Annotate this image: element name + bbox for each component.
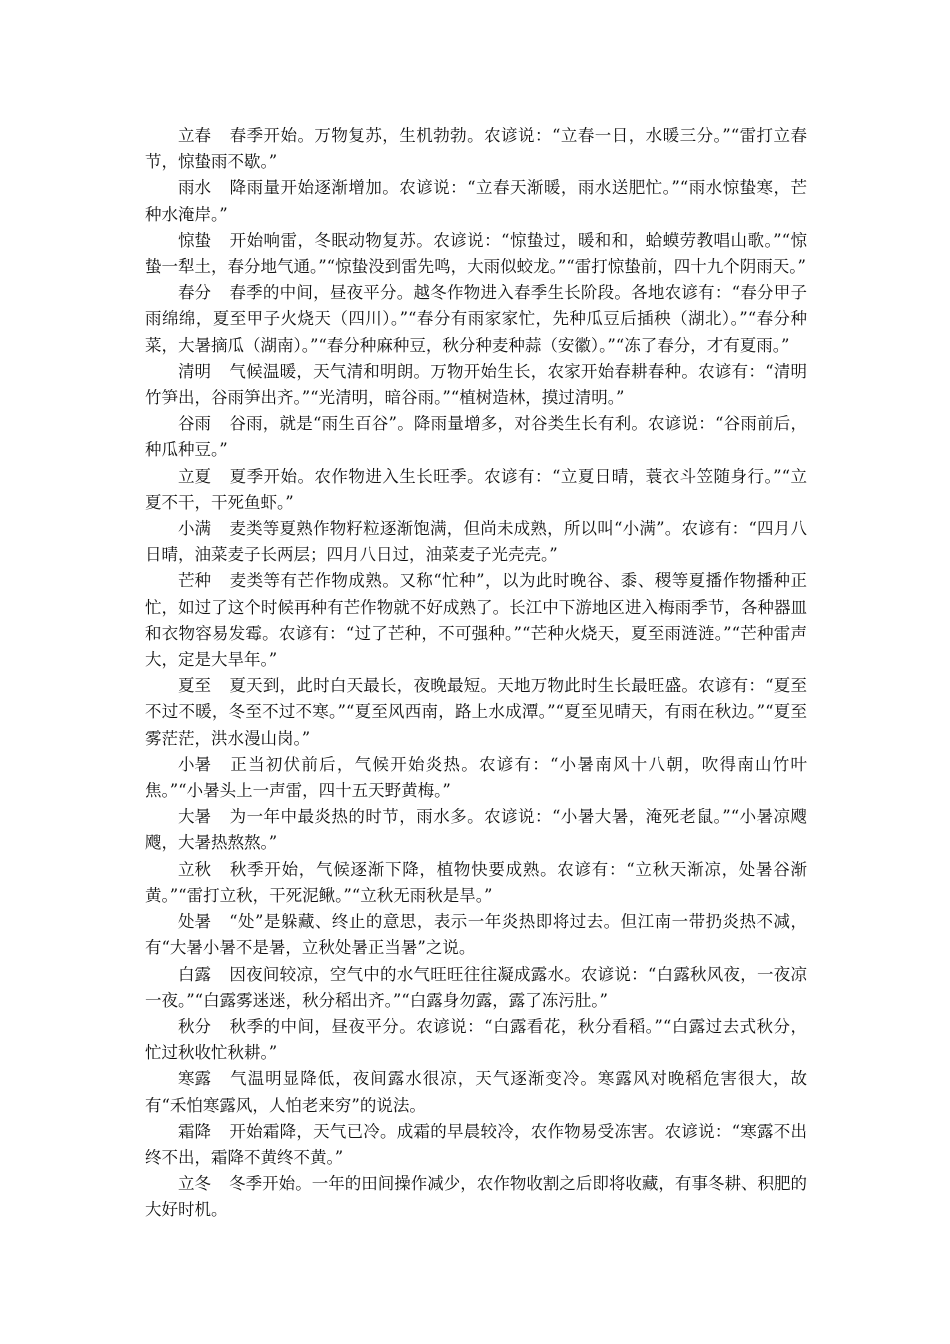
term-description: 麦类等夏熟作物籽粒逐渐饱满，但尚未成熟，所以叫“小满”。农谚有：“四月八日晴，油菜麦子长两层；四月八日过，油菜麦子光壳壳。” [145, 519, 807, 565]
term-description: 秋季的中间，昼夜平分。农谚说：“白露看花，秋分看稻。”“白露过去式秋分，忙过秋收忙秋耕。” [145, 1016, 807, 1063]
term-description: 开始响雷，冬眠动物复苏。农谚说：“惊蛰过，暖和和，蛤蟆劳教唱山歌。”“惊蛰一犁土，春分地气通。”“惊蛰没到雷先鸣，大雨似蛟龙。”“雷打惊蛰前，四十九个阴雨天。” [145, 230, 807, 277]
term-description: 麦类等有芒作物成熟。又称“忙种”，以为此时晚谷、黍、稷等夏播作物播种正忙，如过了这个时候再种有芒作物就不好成熟了。长江中下游地区进入梅雨季节，各种器皿和衣物容易发霉。农谚有：“过了芒种，不可强种。”“芒种火烧天，夏至雨涟涟。”“芒种雷声大，定是大旱年。” [145, 571, 807, 670]
term-description: 夏天到，此时白天最长，夜晚最短。天地万物此时生长最旺盛。农谚有：“夏至不过不暖，冬至不过不寒。”“夏至风西南，路上水成潭。”“夏至见晴天，有雨在秋边。”“夏至雾茫茫，洪水漫山岗。” [145, 676, 807, 748]
term-name: 立春 [178, 126, 211, 145]
term-name: 立夏 [178, 466, 211, 486]
solar-term-entry-mangzhong [145, 568, 807, 673]
solar-term-entry-chushu [145, 909, 807, 961]
term-description: 谷雨，就是“雨生百谷”。降雨量增多，对谷类生长有利。农谚说：“谷雨前后，种瓜种豆。” [145, 414, 807, 460]
term-name: 秋分 [178, 1016, 211, 1036]
term-description: 开始霜降，天气已冷。成霜的早晨较冷，农作物易受冻害。农谚说：“寒露不出终不出，霜降不黄终不黄。” [145, 1121, 807, 1167]
term-name: 大暑 [178, 807, 211, 827]
term-name: 清明 [178, 361, 211, 381]
solar-term-entry-xiaoman [145, 516, 807, 568]
term-description: 秋季开始，气候逐渐下降，植物快要成熟。农谚有：“立秋天渐凉，处暑谷渐黄。”“雷打立秋，干死泥鳅。”“立秋无雨秋是旱。” [145, 859, 807, 905]
term-description: 为一年中最炎热的时节，雨水多。农谚说：“小暑大暑，淹死老鼠。”“小暑凉飕飕，大暑热熬熬。” [145, 807, 807, 853]
term-name: 芒种 [178, 571, 211, 591]
solar-term-entry-lichun [145, 123, 807, 175]
solar-term-entry-bailu [145, 962, 807, 1014]
solar-term-entry-dashu [145, 804, 807, 856]
term-name: 立冬 [178, 1174, 211, 1194]
term-name: 处暑 [178, 912, 211, 932]
term-name: 谷雨 [178, 414, 211, 434]
document-body [145, 123, 807, 1224]
term-name: 雨水 [178, 178, 211, 198]
term-name: 小满 [178, 519, 211, 539]
solar-term-entry-lixia [145, 464, 807, 516]
solar-term-entry-xiazhi [145, 673, 807, 752]
term-name: 霜降 [178, 1121, 211, 1141]
term-description: 春季开始。万物复苏，生机勃勃。农谚说：“立春一日，水暖三分。”“雷打立春节，惊蛰雨不歇。” [145, 126, 807, 172]
term-name: 小暑 [178, 754, 211, 774]
solar-term-entry-jingzhe [145, 228, 807, 280]
solar-term-entry-lidong [145, 1171, 807, 1223]
term-description: 冬季开始。一年的田间操作减少，农作物收割之后即将收藏，有事冬耕、积肥的大好时机。 [145, 1174, 807, 1220]
solar-term-entry-guyu [145, 411, 807, 463]
term-name: 春分 [178, 283, 211, 303]
solar-term-entry-qingming [145, 359, 807, 411]
term-description: 降雨量开始逐渐增加。农谚说：“立春天渐暖，雨水送肥忙。”“雨水惊蛰寒，芒种水淹岸。” [145, 178, 807, 224]
term-name: 夏至 [178, 676, 211, 696]
term-description: 气候温暖，天气清和明朗。万物开始生长，农家开始春耕春种。农谚有：“清明竹笋出，谷雨笋出齐。”“光清明，暗谷雨。”“植树造林，摸过清明。” [145, 361, 807, 408]
term-name: 寒露 [178, 1069, 211, 1089]
solar-term-entry-qiufen [145, 1014, 807, 1066]
solar-term-entry-liqiu [145, 857, 807, 909]
term-description: 春季的中间，昼夜平分。越冬作物进入春季生长阶段。各地农谚有：“春分甲子雨绵绵，夏至甲子火烧天（四川）。”“春分有雨家家忙，先种瓜豆后插秧（湖北）。”“春分种菜，大暑摘瓜（湖南）。”“春分种麻种豆，秋分种麦种蒜（安徽）。”“冻了春分，才有夏雨。” [145, 283, 807, 355]
term-description: 因夜间较凉，空气中的水气旺旺往往凝成露水。农谚说：“白露秋风夜，一夜凉一夜。”“白露雾迷迷，秋分稻出齐。”“白露身勿露，露了冻污肚。” [145, 964, 807, 1010]
solar-term-entry-hanlu [145, 1066, 807, 1118]
term-name: 白露 [178, 964, 211, 984]
term-description: 正当初伏前后，气候开始炎热。农谚有：“小暑南风十八朝，吹得南山竹叶焦。”“小暑头上一声雷，四十五天野黄梅。” [145, 754, 807, 801]
term-description: 气温明显降低，夜间露水很凉，天气逐渐变冷。寒露风对晚稻危害很大，故有“禾怕寒露风，人怕老来穷”的说法。 [145, 1069, 807, 1115]
term-name: 立秋 [178, 859, 211, 879]
term-description: “处”是躲藏、终止的意思，表示一年炎热即将过去。但江南一带扔炎热不减，有“大暑小暑不是暑，立秋处暑正当暑”之说。 [145, 912, 807, 958]
solar-term-entry-xiaoshu [145, 752, 807, 804]
solar-term-entry-yushui [145, 175, 807, 227]
solar-term-entry-chunfen [145, 280, 807, 359]
term-description: 夏季开始。农作物进入生长旺季。农谚有：“立夏日晴，蓑衣斗笠随身行。”“立夏不干，干死鱼虾。” [145, 466, 807, 512]
solar-term-entry-shuangjiang [145, 1119, 807, 1171]
term-name: 惊蛰 [178, 230, 211, 250]
